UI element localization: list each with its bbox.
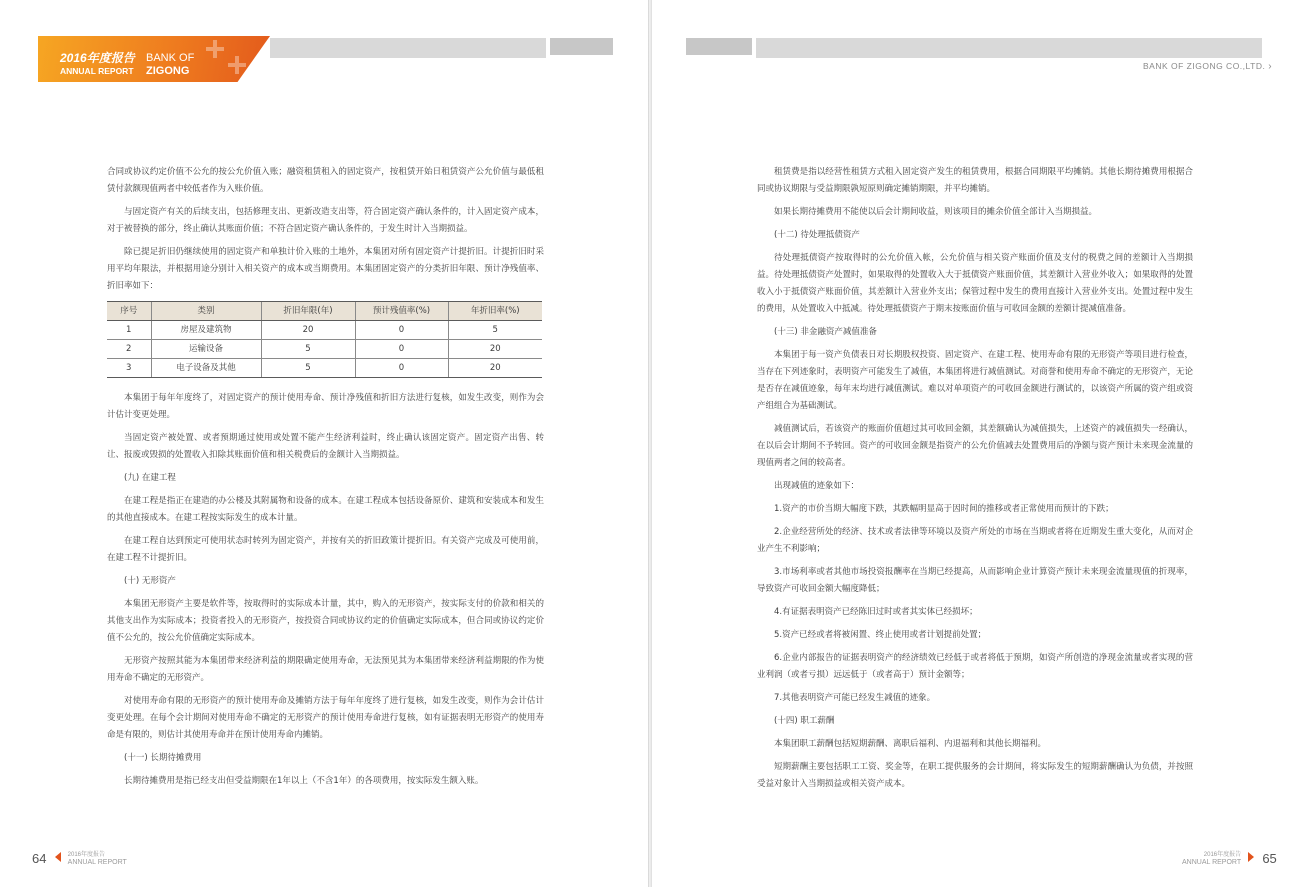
section-heading: (十四) 职工薪酬 <box>774 716 835 726</box>
page-number: 64 <box>32 851 47 866</box>
left-page <box>0 0 648 887</box>
paragraph: 本集团于每年年度终了，对固定资产的预计使用寿命、预计净残值和折旧方法进行复核，如发生改变，则作为会计估计变更处理。 <box>107 393 544 420</box>
bank-name-header <box>1143 61 1272 72</box>
logo-annual-report: ANNUAL REPORT <box>60 66 134 76</box>
table-row <box>107 359 542 378</box>
table-cell: 电子设备及其他 <box>151 359 261 378</box>
list-item: 6.企业内部报告的证据表明资产的经济绩效已经低于或者将低于预期，如资产所创造的净现金流量或者实现的营业利润（或者亏损）远远低于（或者高于）预计金额等； <box>757 653 1193 680</box>
table-header: 序号 <box>107 302 151 321</box>
paragraph: 合同或协议约定价值不公允的按公允价值入账；融资租赁租入的固定资产，按租赁开始日租赁资产公允价值与最低租赁付款额现值两者中较低者作为入账价值。 <box>107 167 544 194</box>
table-cell: 2 <box>107 340 151 359</box>
page-number: 65 <box>1262 851 1277 866</box>
header-bar <box>270 38 546 58</box>
header-bar-tab <box>686 38 752 55</box>
triangle-right-icon <box>1248 852 1254 862</box>
paragraph: 本集团职工薪酬包括短期薪酬、离职后福利、内退福利和其他长期福利。 <box>774 739 1047 749</box>
table-cell: 房屋及建筑物 <box>151 321 261 340</box>
table-header: 年折旧率(%) <box>448 302 542 321</box>
table-cell: 20 <box>448 340 542 359</box>
list-item: 4.有证据表明资产已经陈旧过时或者其实体已经损坏； <box>774 607 978 617</box>
paragraph: 除已提足折旧仍继续使用的固定资产和单独计价入账的土地外，本集团对所有固定资产计提折旧。计提折旧时采用平均年限法，并根据用途分别计入相关资产的成本或当期费用。本集团固定资产的分类折旧年限、预计净残值率、折旧率如下： <box>107 247 544 291</box>
paragraph: 短期薪酬主要包括职工工资、奖金等，在职工提供服务的会计期间，将实际发生的短期薪酬确认为负债，并按照受益对象计入当期损益或相关资产成本。 <box>757 762 1193 789</box>
left-footer <box>32 848 127 867</box>
bank-name-text: BANK OF ZIGONG CO.,LTD. <box>1143 61 1266 71</box>
table-cell: 运输设备 <box>151 340 261 359</box>
footer-year: 2016年度报告 <box>1203 852 1242 858</box>
left-text-column <box>107 164 544 796</box>
paragraph: 对使用寿命有限的无形资产的预计使用寿命及摊销方法于每年年度终了进行复核，如发生改变，则作为会计估计变更处理。在每个会计期间对使用寿命不确定的无形资产的预计使用寿命进行复核，如有证据表明无形资产的使用寿命是有限的，则估计其使用寿命并在预计使用寿命内摊销。 <box>107 696 544 740</box>
paragraph: 出现减值的迹象如下： <box>774 481 860 491</box>
paragraph: 减值测试后，若该资产的账面价值超过其可收回金额，其差额确认为减值损失，上述资产的减值损失一经确认，在以后会计期间不予转回。资产的可收回金额是指资产的公允价值减去处置费用后的净额与资产预计未来现金流量的现值两者之间的较高者。 <box>757 424 1193 468</box>
section-heading: (十一) 长期待摊费用 <box>124 753 202 763</box>
logo-bank-of: BANK OF <box>146 52 195 64</box>
paragraph: 租赁费是指以经营性租赁方式租入固定资产发生的租赁费用，根据合同期限平均摊销。其他长期待摊费用根据合同或协议期限与受益期限孰短原则确定摊销期限，并平均摊销。 <box>757 167 1193 194</box>
paragraph: 如果长期待摊费用不能使以后会计期间收益，则该项目的摊余价值全部计入当期损益。 <box>774 207 1098 217</box>
annual-report-logo <box>38 36 270 82</box>
table-cell: 1 <box>107 321 151 340</box>
table-cell: 0 <box>355 359 448 378</box>
table-cell: 0 <box>355 340 448 359</box>
table-cell: 0 <box>355 321 448 340</box>
logo-cross-icon <box>228 56 246 74</box>
paragraph: 无形资产按照其能为本集团带来经济利益的期限确定使用寿命，无法预见其为本集团带来经济利益期限的作为使用寿命不确定的无形资产。 <box>107 656 544 683</box>
table-cell: 5 <box>261 340 355 359</box>
right-text-column <box>757 164 1193 799</box>
header-bar <box>756 38 1262 58</box>
paragraph: 与固定资产有关的后续支出，包括修理支出、更新改造支出等，符合固定资产确认条件的，计入固定资产成本，对于被替换的部分，终止确认其账面价值；不符合固定资产确认条件的，于发生时计入当期损益。 <box>107 207 544 234</box>
table-cell: 5 <box>261 359 355 378</box>
list-item: 1.资产的市价当期大幅度下跌，其跌幅明显高于因时间的推移或者正常使用而预计的下跌； <box>774 504 1114 514</box>
paragraph: 待处理抵债资产按取得时的公允价值入帐，公允价值与相关资产账面价值及支付的税费之间的差额计入当期损益。待处理抵债资产处置时，如果取得的处置收入大于抵债资产账面价值，其差额计入营业外收入；如果取得的处置收入小于抵债资产账面价值，其差额计入营业外支出；保管过程中发生的费用直接计入营业外支出。处置过程中发生的费用，从处置收入中抵减。待处理抵债资产于期末按账面价值与可收回金额的差额计提减值准备。 <box>757 253 1193 314</box>
paragraph: 在建工程是指正在建造的办公楼及其附属物和设备的成本。在建工程成本包括设备原价、建筑和安装成本和发生的其他直接成本。在建工程按实际发生的成本计量。 <box>107 496 544 523</box>
table-cell: 20 <box>448 359 542 378</box>
table-cell: 5 <box>448 321 542 340</box>
logo-year: 2016年度报告 <box>60 51 135 65</box>
triangle-left-icon <box>55 852 61 862</box>
section-heading: (九) 在建工程 <box>124 473 176 483</box>
paragraph: 本集团于每一资产负债表日对长期股权投资、固定资产、在建工程、使用寿命有限的无形资产等项目进行检查，当存在下列迹象时，表明资产可能发生了减值，本集团将进行减值测试。对商誉和使用寿命不确定的无形资产，无论是否存在减值迹象，每年末均进行减值测试。难以对单项资产的可收回金额进行测试的，以该资产所属的资产组或资产组组合为基础测试。 <box>757 350 1193 411</box>
section-heading: (十二) 待处理抵债资产 <box>774 230 860 240</box>
paragraph: 当固定资产被处置、或者预期通过使用或处置不能产生经济利益时，终止确认该固定资产。固定资产出售、转让、报废或毁损的处置收入扣除其账面价值和相关税费后的金额计入当期损益。 <box>107 433 544 460</box>
table-header: 类别 <box>151 302 261 321</box>
logo-zigong: ZIGONG <box>146 65 190 77</box>
header-bar-tab <box>550 38 613 55</box>
list-item: 2.企业经营所处的经济、技术或者法律等环境以及资产所处的市场在当期或者将在近期发生重大变化，从而对企业产生不利影响； <box>757 527 1193 554</box>
section-heading: (十三) 非金融资产减值准备 <box>774 327 877 337</box>
table-cell: 20 <box>261 321 355 340</box>
table-row <box>107 321 542 340</box>
right-page <box>652 0 1300 887</box>
list-item: 5.资产已经或者将被闲置、终止使用或者计划提前处置； <box>774 630 987 640</box>
footer-year: 2016年度报告 <box>67 852 106 858</box>
table-header: 折旧年限(年) <box>261 302 355 321</box>
table-row <box>107 340 542 359</box>
footer-annual: ANNUAL REPORT <box>67 859 127 866</box>
footer-annual: ANNUAL REPORT <box>1182 859 1242 866</box>
right-footer <box>1182 848 1277 867</box>
paragraph: 长期待摊费用是指已经支出但受益期限在1年以上（不含1年）的各项费用，按实际发生额入账。 <box>124 776 484 786</box>
chevron-right-icon: › <box>1268 61 1273 72</box>
list-item: 7.其他表明资产可能已经发生减值的迹象。 <box>774 693 936 703</box>
table-cell: 3 <box>107 359 151 378</box>
paragraph: 本集团无形资产主要是软件等，按取得时的实际成本计量，其中，购入的无形资产，按实际支付的价款和相关的其他支出作为实际成本；投资者投入的无形资产，按投资合同或协议约定的价值确定实际成本，但合同或协议约定价值不公允的，按公允价值确定实际成本。 <box>107 599 544 643</box>
paragraph: 在建工程自达到预定可使用状态时转列为固定资产，并按有关的折旧政策计提折旧。有关资产完成及可使用前，在建工程不计提折旧。 <box>107 536 544 563</box>
depreciation-table <box>107 301 542 378</box>
logo-cross-icon <box>206 40 224 58</box>
list-item: 3.市场利率或者其他市场投资报酬率在当期已经提高，从而影响企业计算资产预计未来现金流量现值的折现率，导致资产可收回金额大幅度降低； <box>757 567 1193 594</box>
section-heading: (十) 无形资产 <box>124 576 176 586</box>
table-header-row <box>107 302 542 321</box>
table-header: 预计残值率(%) <box>355 302 448 321</box>
